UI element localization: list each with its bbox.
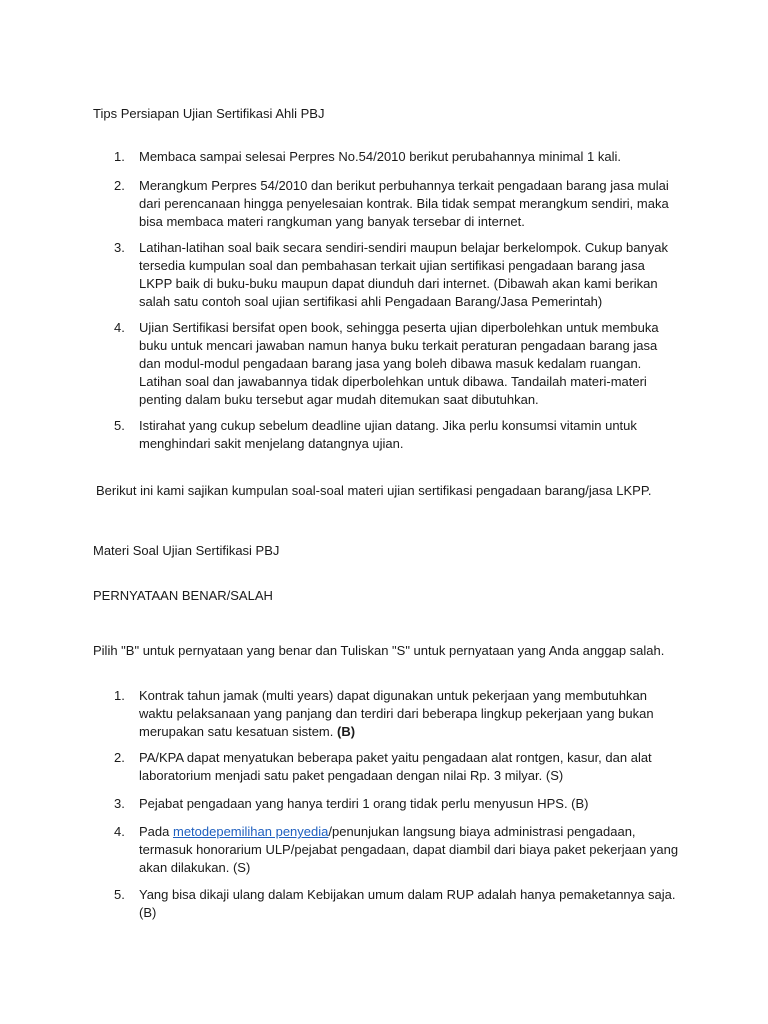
question-text-before: Pada: [139, 824, 173, 839]
list-number: 3.: [114, 240, 125, 255]
list-text: Latihan-latihan soal baik secara sendiri-sendiri maupun belajar berkelompok. Cukup banyak tersedia kumpulan soal dan pembahasan terkait ujian sertifikasi pengadaan barang jasa LKPP baik di buku-buku maupun dapat diunduh dari internet. (Dibawah akan kami berikan salah satu contoh soal ujian sertifikasi ahli Pengadaan Barang/Jasa Pemerintah): [139, 240, 668, 309]
answer-label: (B): [337, 724, 356, 739]
list-number: 4.: [114, 824, 125, 839]
question-text-after: /penunjukan langsung biaya administrasi pengadaan, termasuk honorarium ULP/pejabat pengadaan, dapat diambil dari biaya paket pekerjaan yang akan dilakukan. (S): [139, 824, 679, 875]
metode-pemilihan-link[interactable]: metodepemilihan penyedia: [172, 824, 329, 839]
list-text: Membaca sampai selesai Perpres No.54/2010 berikut perubahannya minimal 1 kali.: [139, 149, 621, 164]
heading-benar-salah: PERNYATAAN BENAR/SALAH: [93, 588, 273, 603]
list-number: 2.: [114, 750, 125, 765]
list-text: Ujian Sertifikasi bersifat open book, sehingga peserta ujian diperbolehkan untuk membuka buku untuk mencari jawaban namun hanya buku terkait peraturan pengadaan barang jasa dan modul-modul pengadaan barang jasa yang boleh dibawa masuk kedalam ruangan. Latihan soal dan jawabannya tidak diperbolehkan untuk dibawa. Tandailah materi-materi penting dalam buku tersebut agar mudah ditemukan saat dibutuhkan.: [139, 320, 659, 407]
list-number: 2.: [114, 178, 125, 193]
list-number: 4.: [114, 320, 125, 335]
list-text: Merangkum Perpres 54/2010 dan berikut perbuhannya terkait pengadaan barang jasa mulai dari perencanaan hingga penyelesaian kontrak. Bila tidak sempat merangkum sendiri, maka bisa membaca materi rangkuman yang banyak tersebar di internet.: [139, 178, 669, 229]
list-text: Pejabat pengadaan yang hanya terdiri 1 orang tidak perlu menyusun HPS. (B): [139, 796, 589, 811]
question-text: Kontrak tahun jamak (multi years) dapat digunakan untuk pekerjaan yang membutuhkan waktu pelaksanaan yang panjang dan terdiri dari beberapa lingkup pekerjaan yang bukan merupakan satu kesatuan sistem.: [139, 688, 654, 739]
list-text: [139, 687, 679, 741]
list-text: PA/KPA dapat menyatukan beberapa paket yaitu pengadaan alat rontgen, kasur, dan alat laboratorium menjadi satu paket pengadaan dengan nilai Rp. 3 milyar. (S): [139, 750, 652, 783]
list-number: 5.: [114, 418, 125, 433]
list-number: 5.: [114, 887, 125, 902]
intro-paragraph: Berikut ini kami sajikan kumpulan soal-soal materi ujian sertifikasi pengadaan barang/jasa LKPP.: [96, 483, 652, 498]
instruction-paragraph: Pilih "B" untuk pernyataan yang benar dan Tuliskan "S" untuk pernyataan yang Anda anggap salah.: [93, 643, 665, 658]
heading-tips: Tips Persiapan Ujian Sertifikasi Ahli PBJ: [93, 106, 325, 121]
list-text: [139, 823, 679, 877]
heading-materi: Materi Soal Ujian Sertifikasi PBJ: [93, 543, 280, 558]
list-number: 1.: [114, 688, 125, 703]
list-text: Yang bisa dikaji ulang dalam Kebijakan umum dalam RUP adalah hanya pemaketannya saja. (B): [139, 887, 676, 920]
list-number: 3.: [114, 796, 125, 811]
list-text: Istirahat yang cukup sebelum deadline ujian datang. Jika perlu konsumsi vitamin untuk menghindari sakit menjelang datangnya ujian.: [139, 418, 637, 451]
list-number: 1.: [114, 149, 125, 164]
